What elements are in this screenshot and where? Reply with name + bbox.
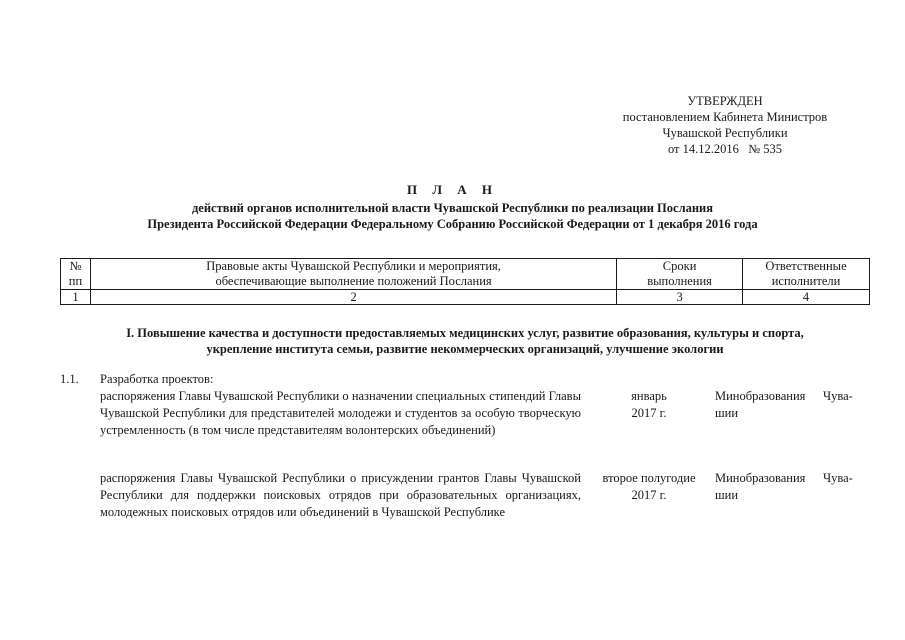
section-line: I. Повышение качества и доступности предоставляемых медицинских услуг, развитие образования, культуры и спорта,	[126, 326, 804, 340]
column-number: 2	[90, 290, 616, 305]
deadline-line: 2017 г.	[631, 406, 667, 420]
header-text: Сроки	[662, 259, 697, 273]
plan-heading: П Л А Н	[406, 182, 499, 197]
plan-row-deadline	[590, 388, 708, 422]
header-text: исполнители	[771, 274, 841, 288]
executor-text: шии	[715, 406, 739, 420]
document-title	[95, 182, 810, 232]
header-acts	[90, 259, 616, 290]
title-line: действий органов исполнительной власти Чувашской Республики по реализации Послания	[191, 201, 714, 215]
executor-text: Минобразования	[715, 389, 806, 403]
approval-line: постановлением Кабинета Министров	[622, 110, 828, 124]
plan-row-text: распоряжения Главы Чувашской Республики о присуждении грантов Главы Чувашской Республики для поддержки поисковых отрядов при образовательных организациях, молодежных поисковых отрядов или объединений в Чувашской Республике	[100, 471, 581, 519]
header-text: Правовые акты Чувашской Республики и мероприятия,	[206, 259, 501, 273]
column-number: 1	[61, 290, 91, 305]
approval-line: Чувашской Республики	[662, 126, 788, 140]
approval-line: от 14.12.2016 № 535	[667, 142, 783, 156]
item-number: 1.1.	[60, 372, 79, 386]
header-terms	[617, 259, 743, 290]
plan-row-executor	[715, 470, 865, 504]
header-text: Ответственные	[765, 259, 847, 273]
column-number: 4	[743, 290, 870, 305]
column-number-row	[61, 290, 870, 305]
section-heading	[70, 325, 860, 357]
header-text: пп	[68, 274, 83, 288]
deadline-line: второе полугодие	[602, 471, 696, 485]
header-row	[61, 259, 870, 290]
header-text: выполнения	[647, 274, 712, 288]
column-number: 3	[617, 290, 743, 305]
item-title: Разработка проектов:	[100, 372, 214, 386]
executor-text: шии	[715, 488, 739, 502]
executor-text: Чува-	[823, 471, 853, 485]
executor-text: Чува-	[823, 389, 853, 403]
header-responsible	[743, 259, 870, 290]
deadline-line: 2017 г.	[631, 488, 667, 502]
header-num	[61, 259, 91, 290]
section-line: укрепление института семьи, развитие некоммерческих организаций, улучшение экологии	[206, 342, 724, 356]
approval-line: УТВЕРЖДЕН	[687, 94, 763, 108]
header-text: обеспечивающие выполнение положений Послания	[215, 274, 492, 288]
plan-table-header	[60, 258, 870, 305]
plan-row-executor	[715, 388, 865, 422]
executor-text: Минобразования	[715, 471, 806, 485]
deadline-line: январь	[631, 389, 667, 403]
header-text: №	[69, 259, 82, 273]
title-line: Президента Российской Федерации Федеральному Собранию Российской Федерации от 1 декабря 2016 года	[147, 217, 758, 231]
plan-row-text: распоряжения Главы Чувашской Республики о назначении специальных стипендий Главы Чувашской Республики для представителей молодежи и студентов за особую творческую устремленность (в том числе представителям волонтерских объединений)	[100, 389, 581, 437]
plan-row-deadline	[590, 470, 708, 504]
approval-stamp	[590, 93, 860, 157]
